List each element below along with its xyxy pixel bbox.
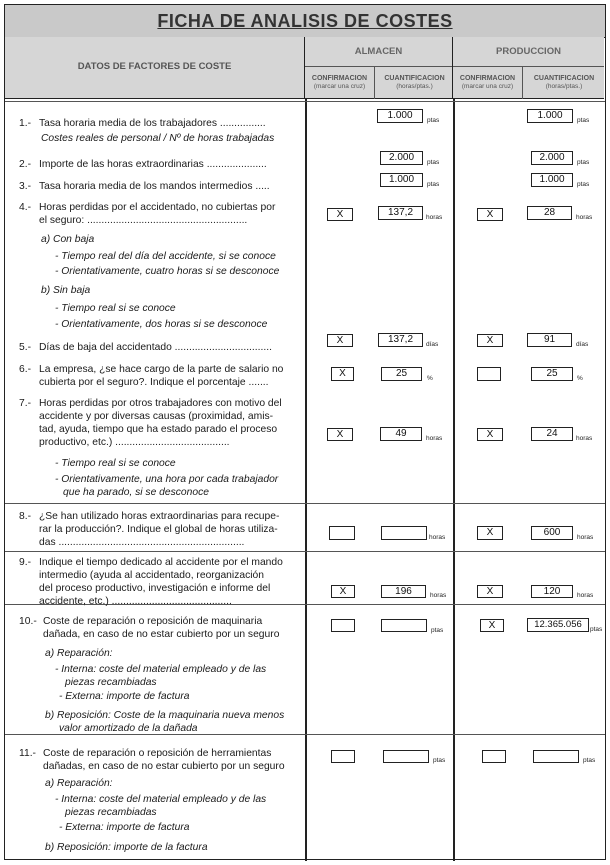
row-10-option-b-2: valor amortizado de la dañada bbox=[59, 723, 198, 734]
row-10-produccion-checkbox[interactable]: X bbox=[480, 619, 504, 632]
row-8-line-2: rar la producción?. Indique el global de horas utiliza- bbox=[39, 524, 278, 535]
row-4-produccion-checkbox[interactable]: X bbox=[477, 208, 503, 221]
row-separator bbox=[5, 503, 605, 504]
row-3-produccion-quantity[interactable]: 1.000 bbox=[531, 173, 573, 187]
row-1-produccion-quantity[interactable]: 1.000 bbox=[527, 109, 573, 123]
row-6-produccion-checkbox[interactable] bbox=[477, 367, 501, 381]
row-8-line-1: ¿Se han utilizado horas extraordinarias para recupe- bbox=[39, 511, 280, 522]
cost-analysis-form bbox=[4, 4, 606, 860]
row-4-produccion-quantity[interactable]: 28 bbox=[527, 206, 572, 220]
row-11-produccion-checkbox[interactable] bbox=[482, 750, 506, 763]
header-produccion bbox=[453, 37, 604, 99]
row-7-almacen-quantity[interactable]: 49 bbox=[380, 427, 422, 441]
row-4-option-a-1: - Tiempo real del día del accidente, si se conoce bbox=[55, 251, 276, 262]
row-11-option-a: a) Reparación: bbox=[45, 778, 113, 789]
row-4-almacen-unit: horas bbox=[426, 214, 443, 221]
header-almacen-quant bbox=[376, 67, 453, 99]
row-10-almacen-quantity[interactable] bbox=[381, 619, 427, 632]
row-11-option-b: b) Reposición: importe de la factura bbox=[45, 842, 208, 853]
header-almacen-label: ALMACEN bbox=[305, 37, 452, 67]
row-10-line-2: dañada, en caso de no estar cubierto por un seguro bbox=[43, 629, 280, 640]
row-8-number: 8.- bbox=[19, 511, 32, 522]
header-cost-factors-label: DATOS DE FACTORES DE COSTE bbox=[77, 61, 232, 72]
confirm-sub: (marcar una cruz) bbox=[313, 83, 366, 90]
row-5-almacen-quantity[interactable]: 137,2 bbox=[378, 333, 423, 347]
confirm-sub: (marcar una cruz) bbox=[461, 83, 514, 90]
row-11-produccion-quantity[interactable] bbox=[533, 750, 579, 763]
row-9-line-1: Indique el tiempo dedicado al accidente por el mando bbox=[39, 557, 283, 568]
row-4-almacen-quantity[interactable]: 137,2 bbox=[378, 206, 423, 220]
row-2-text: Importe de las horas extraordinarias ..................... bbox=[39, 159, 267, 170]
row-separator bbox=[5, 551, 605, 552]
row-9-almacen-checkbox[interactable]: X bbox=[331, 585, 355, 598]
row-3-text: Tasa horaria media de los mandos intermedios ..... bbox=[39, 181, 270, 192]
column-divider bbox=[305, 99, 307, 861]
row-2-produccion-quantity[interactable]: 2.000 bbox=[531, 151, 573, 165]
row-10-option-a-2: - Externa: importe de factura bbox=[59, 691, 190, 702]
row-7-produccion-unit: horas bbox=[576, 435, 593, 442]
row-10-line-1: Coste de reparación o reposición de maquinaria bbox=[43, 616, 263, 627]
row-7-produccion-checkbox[interactable]: X bbox=[477, 428, 503, 441]
row-9-produccion-unit: horas bbox=[577, 592, 594, 599]
row-4-almacen-checkbox[interactable]: X bbox=[327, 208, 353, 221]
row-11-almacen-checkbox[interactable] bbox=[331, 750, 355, 763]
row-10-option-a: a) Reparación: bbox=[45, 648, 113, 659]
row-6-number: 6.- bbox=[19, 364, 32, 375]
row-6-produccion-unit: % bbox=[577, 375, 583, 382]
row-3-almacen-unit: ptas bbox=[427, 181, 440, 188]
row-2-number: 2.- bbox=[19, 159, 32, 170]
row-9-line-3: del proceso productivo, investigación e informe del bbox=[39, 583, 271, 594]
row-2-almacen-unit: ptas bbox=[427, 159, 440, 166]
row-3-produccion-unit: ptas bbox=[577, 181, 590, 188]
row-9-line-4: accidente, etc.) .......................................... bbox=[39, 596, 232, 607]
row-5-almacen-unit: días bbox=[426, 341, 439, 348]
row-10-almacen-unit: ptas bbox=[431, 627, 444, 634]
row-9-produccion-quantity[interactable]: 120 bbox=[531, 585, 573, 598]
row-2-produccion-unit: ptas bbox=[577, 159, 590, 166]
row-separator bbox=[5, 101, 605, 102]
header-produccion-confirm bbox=[453, 67, 523, 99]
row-3-number: 3.- bbox=[19, 181, 32, 192]
row-5-produccion-checkbox[interactable]: X bbox=[477, 334, 503, 347]
row-6-text-2: cubierta por el seguro?. Indique el porcentaje ....... bbox=[39, 377, 269, 388]
row-11-option-a-2: - Externa: importe de factura bbox=[59, 822, 190, 833]
row-4-option-a: a) Con baja bbox=[41, 234, 95, 245]
row-11-almacen-quantity[interactable] bbox=[383, 750, 429, 763]
row-5-text: Días de baja del accidentado .................................. bbox=[39, 342, 272, 353]
row-4-text-2: el seguro: ........................................................ bbox=[39, 215, 248, 226]
row-11-option-a-1: - Interna: coste del material empleado y de las bbox=[55, 794, 267, 805]
row-6-almacen-checkbox[interactable]: X bbox=[331, 367, 354, 381]
row-11-line-2: dañadas, en caso de no estar cubierto por un seguro bbox=[43, 761, 285, 772]
row-5-produccion-unit: días bbox=[576, 341, 589, 348]
row-8-almacen-checkbox[interactable] bbox=[329, 526, 355, 540]
row-8-produccion-unit: horas bbox=[577, 534, 594, 541]
row-7-line-2: accidente y por diversas causas (proximidad, amis- bbox=[39, 411, 274, 422]
header-produccion-label: PRODUCCION bbox=[453, 37, 604, 67]
row-9-line-2: intermedio (ayuda al accidentado, reorganización bbox=[39, 570, 264, 581]
confirm-label: CONFIRMACION bbox=[311, 75, 368, 82]
row-9-produccion-checkbox[interactable]: X bbox=[477, 585, 503, 598]
row-4-option-b: b) Sin baja bbox=[41, 285, 91, 296]
row-1-subtext: Costes reales de personal / Nº de horas trabajadas bbox=[41, 133, 275, 144]
row-7-line-1: Horas perdidas por otros trabajadores con motivo del bbox=[39, 398, 282, 409]
row-8-produccion-checkbox[interactable]: X bbox=[477, 526, 503, 540]
row-7-number: 7.- bbox=[19, 398, 32, 409]
row-7-almacen-checkbox[interactable]: X bbox=[327, 428, 353, 441]
row-8-produccion-quantity[interactable]: 600 bbox=[531, 526, 573, 540]
quant-label: CUANTIFICACION bbox=[384, 75, 445, 82]
row-11-line-1: Coste de reparación o reposición de herramientas bbox=[43, 748, 272, 759]
row-3-almacen-quantity[interactable]: 1.000 bbox=[380, 173, 423, 187]
row-4-produccion-unit: horas bbox=[576, 214, 593, 221]
title-bar bbox=[5, 5, 605, 38]
row-8-almacen-unit: horas bbox=[429, 534, 446, 541]
row-5-number: 5.- bbox=[19, 342, 32, 353]
row-11-produccion-unit: ptas bbox=[583, 757, 596, 764]
quant-sub: (horas/ptas.) bbox=[396, 83, 433, 90]
row-10-produccion-quantity[interactable]: 12.365.056 bbox=[527, 618, 589, 632]
row-7-sub-3: que ha parado, si se desconoce bbox=[63, 487, 209, 498]
row-10-almacen-checkbox[interactable] bbox=[331, 619, 355, 632]
row-9-almacen-unit: horas bbox=[430, 592, 447, 599]
row-9-almacen-quantity[interactable]: 196 bbox=[381, 585, 426, 598]
row-7-line-3: tad, ayuda, tiempo que ha estado parado el proceso bbox=[39, 424, 278, 435]
row-4-option-b-1: - Tiempo real si se conoce bbox=[55, 303, 176, 314]
row-5-almacen-checkbox[interactable]: X bbox=[327, 334, 353, 347]
row-10-option-b: b) Reposición: Coste de la maquinaria nueva menos bbox=[45, 710, 285, 721]
quant-sub: (horas/ptas.) bbox=[545, 83, 583, 90]
row-11-almacen-unit: ptas bbox=[433, 757, 446, 764]
form-title: FICHA DE ANALISIS DE COSTES bbox=[157, 11, 453, 31]
row-1-almacen-quantity[interactable]: 1.000 bbox=[377, 109, 423, 123]
row-1-almacen-unit: ptas bbox=[427, 117, 440, 124]
row-10-number: 10.- bbox=[19, 616, 37, 627]
row-4-option-b-2: - Orientativamente, dos horas si se desconoce bbox=[55, 319, 268, 330]
row-6-text-1: La empresa, ¿se hace cargo de la parte de salario no bbox=[39, 364, 284, 375]
row-7-line-4: productivo, etc.) ........................................ bbox=[39, 437, 230, 448]
row-9-number: 9.- bbox=[19, 557, 32, 568]
quant-label: CUANTIFICACION bbox=[533, 75, 595, 82]
row-5-produccion-quantity[interactable]: 91 bbox=[527, 333, 572, 347]
row-10-option-a-1b: piezas recambiadas bbox=[65, 677, 157, 688]
row-2-almacen-quantity[interactable]: 2.000 bbox=[380, 151, 423, 165]
confirm-label: CONFIRMACION bbox=[459, 75, 516, 82]
row-7-sub-2: - Orientativamente, una hora por cada trabajador bbox=[55, 474, 279, 485]
row-7-sub-1: - Tiempo real si se conoce bbox=[55, 458, 176, 469]
header-produccion-quant bbox=[524, 67, 604, 99]
row-8-line-3: das ................................................................. bbox=[39, 537, 245, 548]
row-10-produccion-unit: ptas bbox=[590, 626, 603, 633]
header-almacen-confirm bbox=[305, 67, 375, 99]
row-6-almacen-unit: % bbox=[427, 375, 433, 382]
row-1-number: 1.- bbox=[19, 118, 32, 129]
row-1-produccion-unit: ptas bbox=[577, 117, 590, 124]
header-cost-factors bbox=[5, 37, 305, 99]
row-11-number: 11.- bbox=[19, 748, 36, 759]
row-4-text-1: Horas perdidas por el accidentado, no cubiertas por bbox=[39, 202, 276, 213]
row-7-produccion-quantity[interactable]: 24 bbox=[531, 427, 573, 441]
row-11-option-a-1b: piezas recambiadas bbox=[65, 807, 157, 818]
row-1-text: Tasa horaria media de los trabajadores ................ bbox=[39, 118, 266, 129]
row-4-option-a-2: - Orientativamente, cuatro horas si se desconoce bbox=[55, 266, 280, 277]
column-divider bbox=[453, 99, 455, 861]
row-10-option-a-1: - Interna: coste del material empleado y de las bbox=[55, 664, 267, 675]
row-6-produccion-quantity[interactable]: 25 bbox=[531, 367, 573, 381]
row-7-almacen-unit: horas bbox=[426, 435, 443, 442]
row-6-almacen-quantity[interactable]: 25 bbox=[381, 367, 422, 381]
row-4-number: 4.- bbox=[19, 202, 32, 213]
header-almacen bbox=[305, 37, 453, 99]
row-8-almacen-quantity[interactable] bbox=[381, 526, 427, 540]
